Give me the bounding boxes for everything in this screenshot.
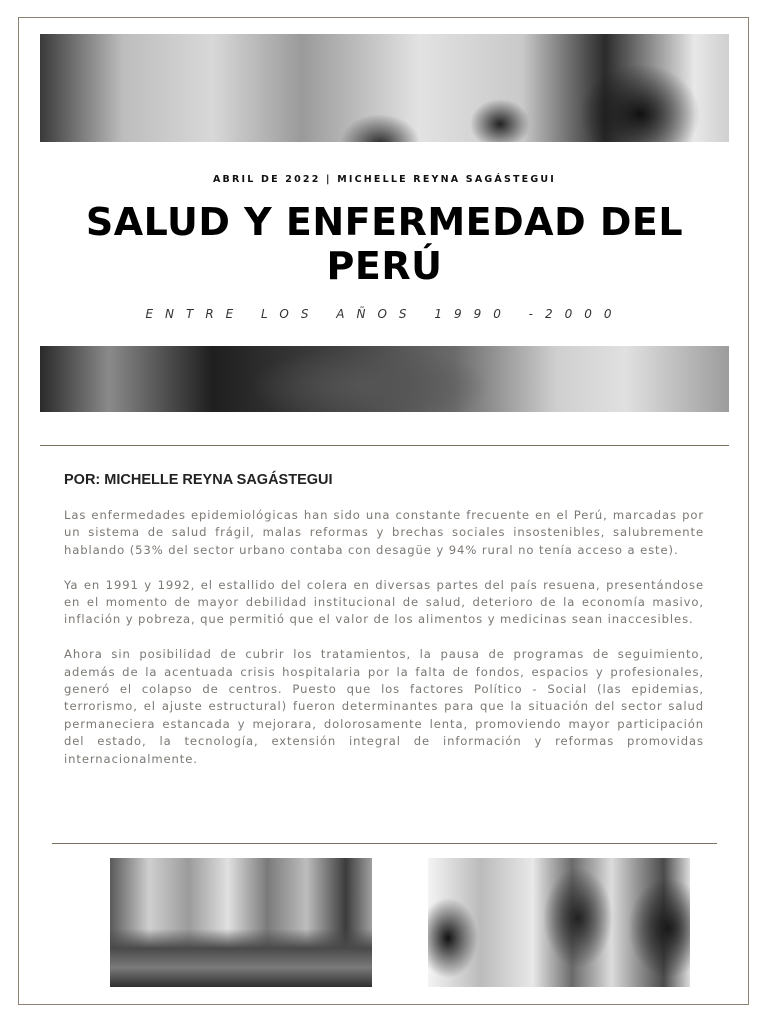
page-title: SALUD Y ENFERMEDAD DEL PERÚ xyxy=(85,200,684,288)
date-author-kicker: ABRIL DE 2022 | MICHELLE REYNA SAGÁSTEGUI xyxy=(212,174,556,185)
header-photo-top xyxy=(40,34,729,142)
divider xyxy=(40,445,729,446)
article-body xyxy=(64,507,704,785)
subtitle: ENTRE LOS AÑOS 1990 -2000 xyxy=(145,307,624,321)
patients-crowd-photo xyxy=(428,858,690,987)
title-band xyxy=(40,142,729,346)
paragraph: Las enfermedades epidemiológicas han sido una constante frecuente en el Perú, marcadas por un sistema de salud frágil, malas reformas y brechas sociales insostenibles, salubremente hablando (53% del sector urbano contaba con desagüe y 94% rural no tenía acceso a este). xyxy=(64,508,704,557)
header-photo-bottom xyxy=(40,346,729,412)
hospital-ward-photo xyxy=(110,858,372,987)
paragraph: Ahora sin posibilidad de cubrir los tratamientos, la pausa de programas de seguimiento, además de la acentuada crisis hospitalaria por la falta de fondos, espacios y profesionales, generó el colapso de centros. Puesto que los factores Político - Social (las epidemias, terrorismo, el ajuste estructural) fueron determinantes para que la situación del sector salud permaneciera estancada y mejorara, dolorosamente lenta, promoviendo mayor participación del estado, la tecnología, extensión integral de información y reformas promovidas internacionalmente. xyxy=(64,647,704,766)
divider xyxy=(52,843,717,844)
paragraph: Ya en 1991 y 1992, el estallido del colera en diversas partes del país resuena, presentándose en el momento de mayor debilidad institucional de salud, deterioro de la economía masivo, inflación y pobreza, que permitió que el valor de los alimentos y medicinas sean inaccesibles. xyxy=(64,577,704,627)
byline: POR: MICHELLE REYNA SAGÁSTEGUI xyxy=(64,472,333,488)
